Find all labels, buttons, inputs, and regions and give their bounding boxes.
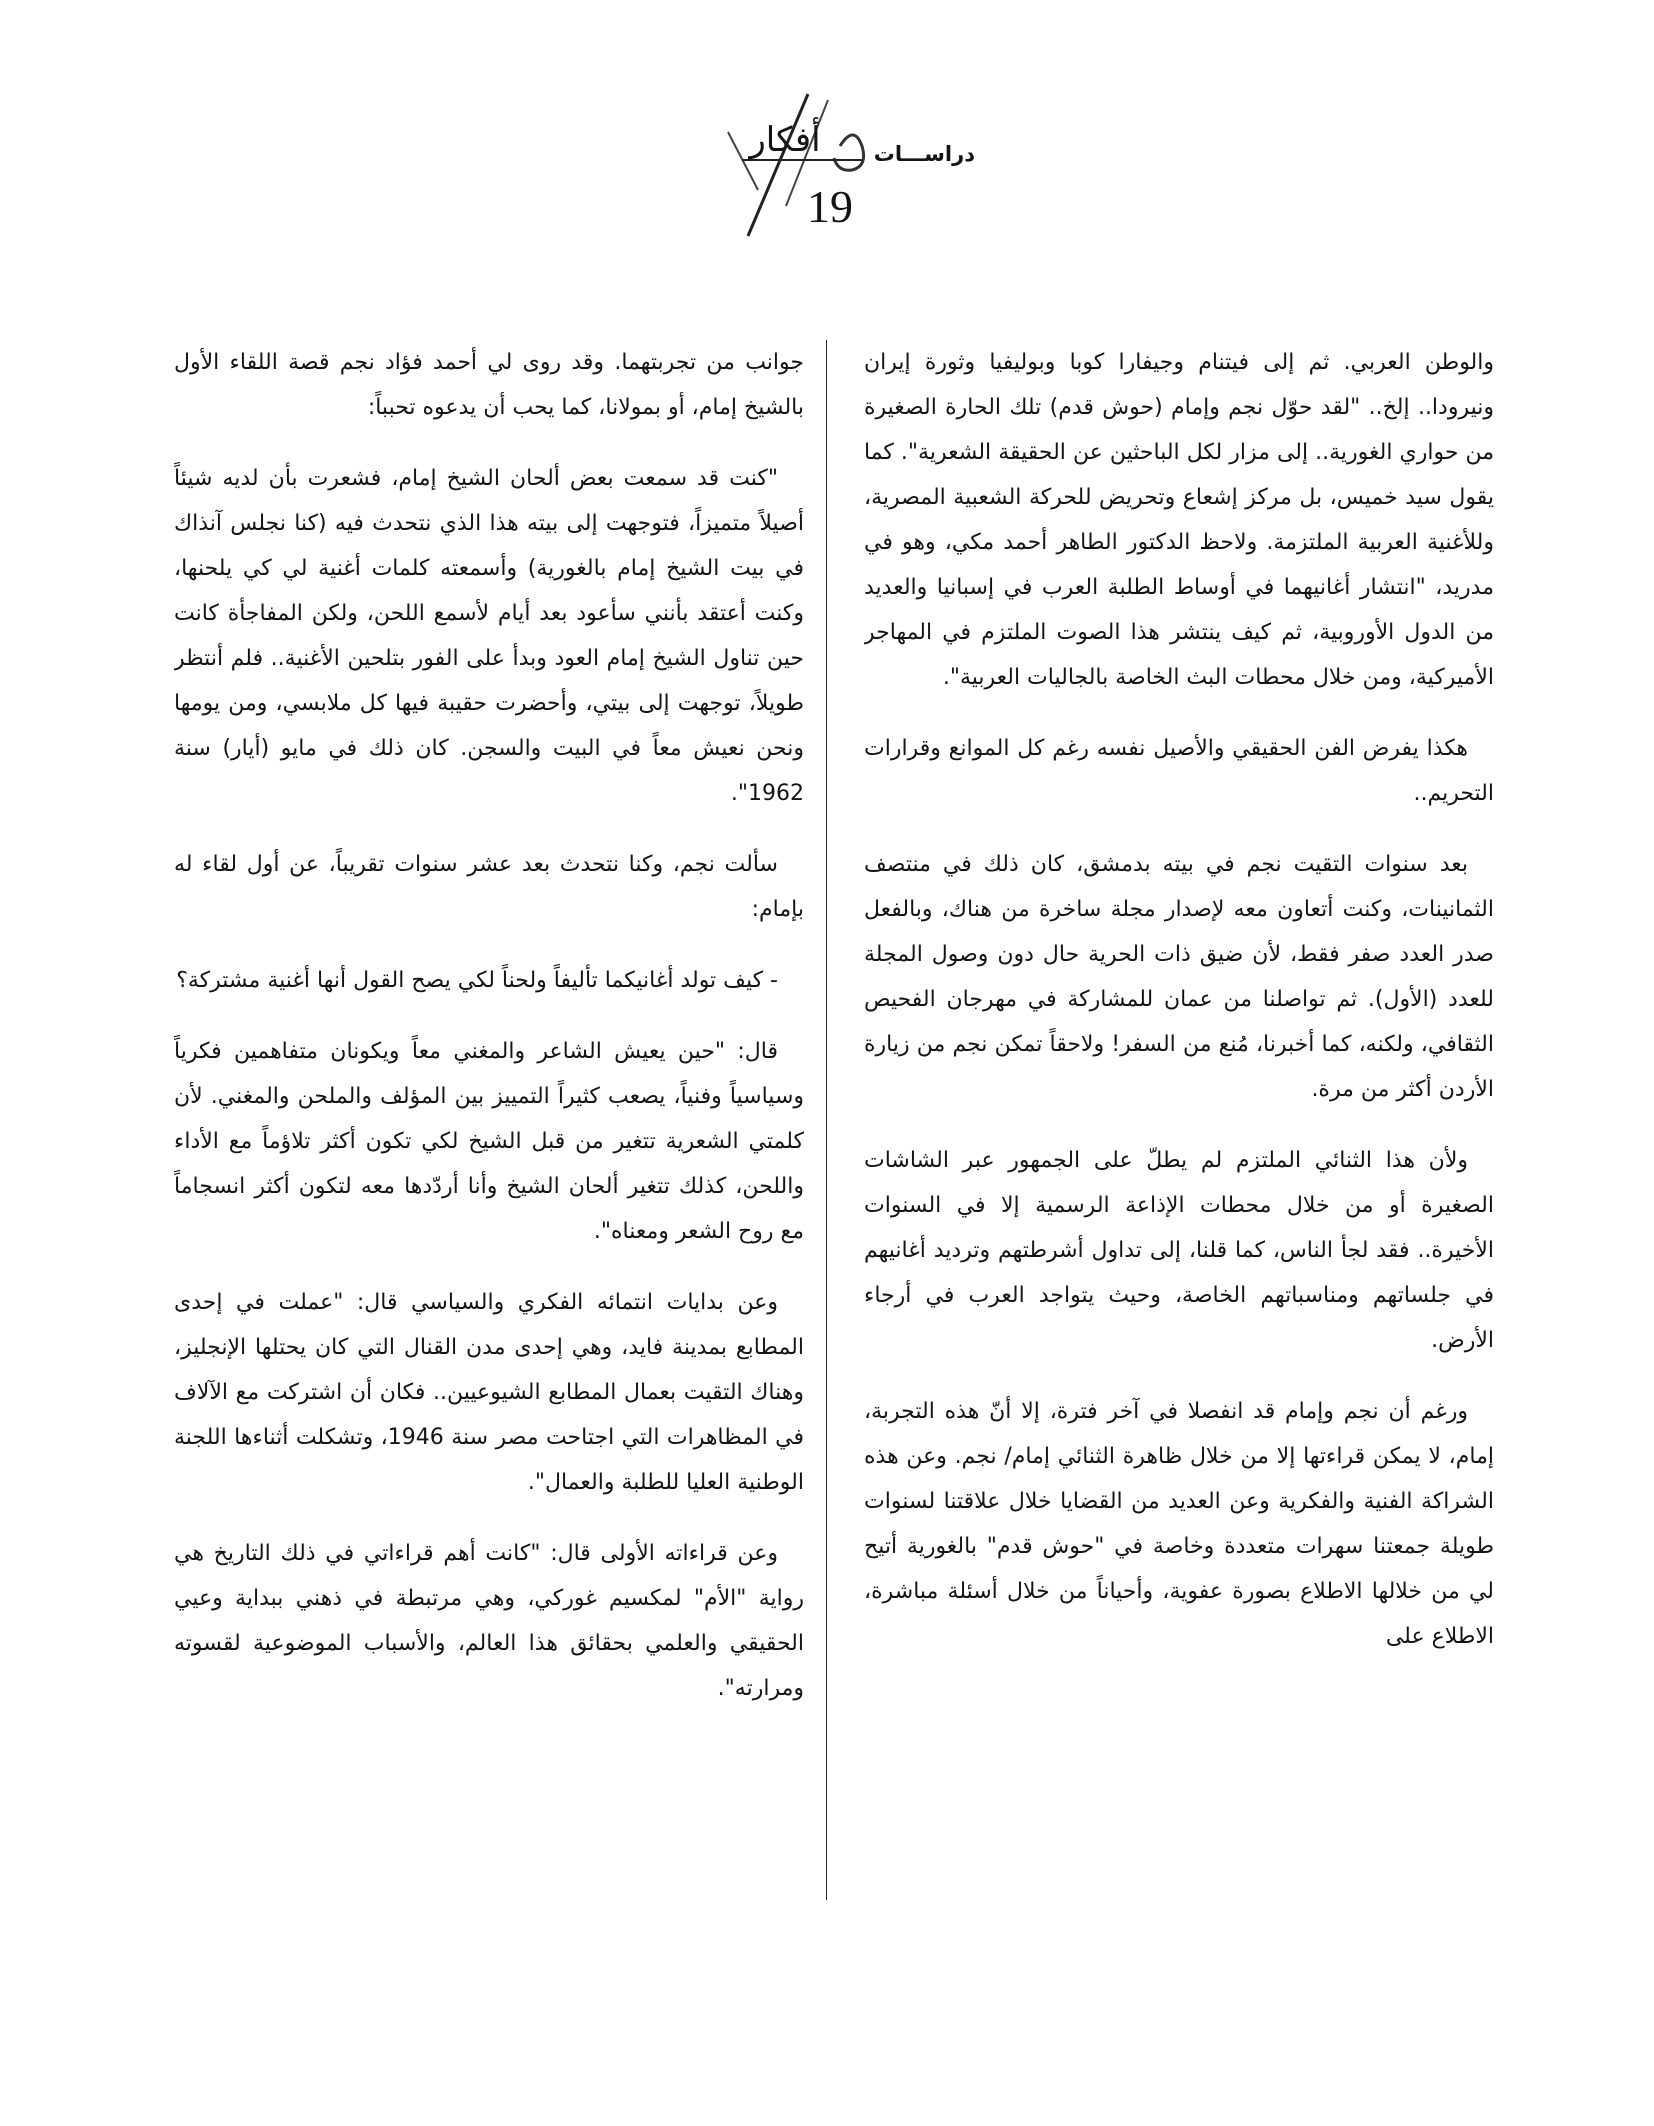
page-header [0, 0, 1654, 260]
paragraph: وعن قراءاته الأولى قال: "كانت أهم قراءاتي في ذلك التاريخ هي رواية "الأم" لمكسيم غوركي، وهي مرتبطة في ذهني ببداية وعيي الحقيقي والعلمي بحقائق هذا العالم، والأسباب الموضوعية لقسوته ومرارته". [174, 1541, 804, 1701]
paragraph: ورغم أن نجم وإمام قد انفصلا في آخر فترة، إلا أنّ هذه التجربة، إمام، لا يمكن قراءتها إلا من خلال ظاهرة الثنائي إمام/ نجم. وعن هذه الشراكة الفنية والفكرية وعن العديد من القضايا خلال علاقتنا لسنوات طويلة جمعتنا سهرات متعددة وخاصة في "حوش قدم" بالغورية أتيح لي من خلالها الاطلاع بصورة عفوية، وأحياناً من خلال أسئلة مباشرة، الاطلاع على [864, 1399, 1494, 1649]
paragraph: جوانب من تجربتهما. وقد روى لي أحمد فؤاد نجم قصة اللقاء الأول بالشيخ إمام، أو بمولانا، كما يحب أن يدعوه تحبباً: [174, 350, 804, 420]
paragraph: وعن بدايات انتمائه الفكري والسياسي قال: "عملت في إحدى المطابع بمدينة فايد، وهي إحدى مدن القنال التي كان يحتلها الإنجليز، وهناك التقيت بعمال المطابع الشيوعيين.. فكان أن اشتركت مع الآلاف في المظاهرات التي اجتاحت مصر سنة 1946، وتشكلت أثناءها اللجنة الوطنية العليا للطلبة والعمال". [174, 1290, 804, 1495]
paragraph: - كيف تولد أغانيكما تأليفاً ولحناً لكي يصح القول أنها أغنية مشتركة؟ [176, 968, 778, 993]
magazine-name: أفكار [749, 120, 821, 160]
section-label: دراســـات [873, 142, 975, 166]
right-column [864, 340, 1494, 1960]
paragraph: ولأن هذا الثنائي الملتزم لم يطلّ على الجمهور عبر الشاشات الصغيرة أو من خلال محطات الإذاعة الرسمية إلا في السنوات الأخيرة.. فقد لجأ الناس، كما قلنا، إلى تداول أشرطتهم وترديد أغانيهم في جلساتهم ومناسباتهم الخاصة، وحيث يتواجد العرب في أرجاء الأرض. [864, 1148, 1494, 1353]
page-number: 19 [807, 181, 853, 232]
paragraph: والوطن العربي. ثم إلى فيتنام وجيفارا كوبا وبوليفيا وثورة إيران ونيرودا.. إلخ.. "لقد حوّل نجم وإمام (حوش قدم) تلك الحارة الصغيرة من حواري الغورية.. إلى مزار لكل الباحثين عن الحقيقة الشعرية". كما يقول سيد خميس، بل مركز إشعاع وتحريض للحركة الشعبية المصرية، وللأغنية العربية الملتزمة. ولاحظ الدكتور الطاهر أحمد مكي، وهو في مدريد، "انتشار أغانيهما في أوساط الطلبة العرب في إسبانيا والعديد من الدول الأوروبية، ثم كيف ينتشر هذا الصوت الملتزم في المهاجر الأميركية، ومن خلال محطات البث الخاصة بالجاليات العربية". [864, 350, 1494, 690]
left-column [174, 340, 804, 1960]
paragraph: هكذا يفرض الفن الحقيقي والأصيل نفسه رغم كل الموانع وقرارات التحريم.. [864, 736, 1494, 806]
paragraph: بعد سنوات التقيت نجم في بيته بدمشق، كان ذلك في منتصف الثمانينات، وكنت أتعاون معه لإصدار مجلة ساخرة من هناك، وبالفعل صدر العدد صفر فقط، لأن ضيق ذات الحرية حال دون وصول المجلة للعدد (الأول). ثم تواصلنا من عمان للمشاركة في مهرجان الفحيص الثقافي، ولكنه، كما أخبرنا، مُنع من السفر! ولاحقاً تمكن نجم من زيارة الأردن أكثر من مرة. [864, 852, 1494, 1102]
column-divider [826, 340, 827, 1900]
paragraph: "كنت قد سمعت بعض ألحان الشيخ إمام، فشعرت بأن لديه شيئاً أصيلاً متميزاً، فتوجهت إلى بيته هذا الذي نتحدث فيه (كنا نجلس آنذاك في بيت الشيخ إمام بالغورية) وأسمعته كلمات أغنية لي كي يلحنها، وكنت أعتقد بأنني سأعود بعد أيام لأسمع اللحن، ولكن المفاجأة كانت حين تناول الشيخ إمام العود وبدأ على الفور بتلحين الأغنية.. فلم أنتظر طويلاً، توجهت إلى بيتي، وأحضرت حقيبة فيها كل ملابسي، ومن يومها ونحن نعيش معاً في البيت والسجن. كان ذلك في مايو (أيار) سنة 1962". [174, 466, 804, 806]
paragraph: سألت نجم، وكنا نتحدث بعد عشر سنوات تقريباً، عن أول لقاء له بإمام: [174, 852, 804, 922]
paragraph: قال: "حين يعيش الشاعر والمغني معاً ويكونان متفاهمين فكرياً وسياسياً وفنياً، يصعب كثيراً التمييز بين المؤلف والملحن والمغني. لأن كلمتي الشعرية تتغير من قبل الشيخ لكي تكون أكثر تلاؤماً مع الأداء واللحن، كذلك تتغير ألحان الشيخ وأنا أردّدها معه لتكون أكثر انسجاماً مع روح الشعر ومعناه". [174, 1039, 804, 1244]
